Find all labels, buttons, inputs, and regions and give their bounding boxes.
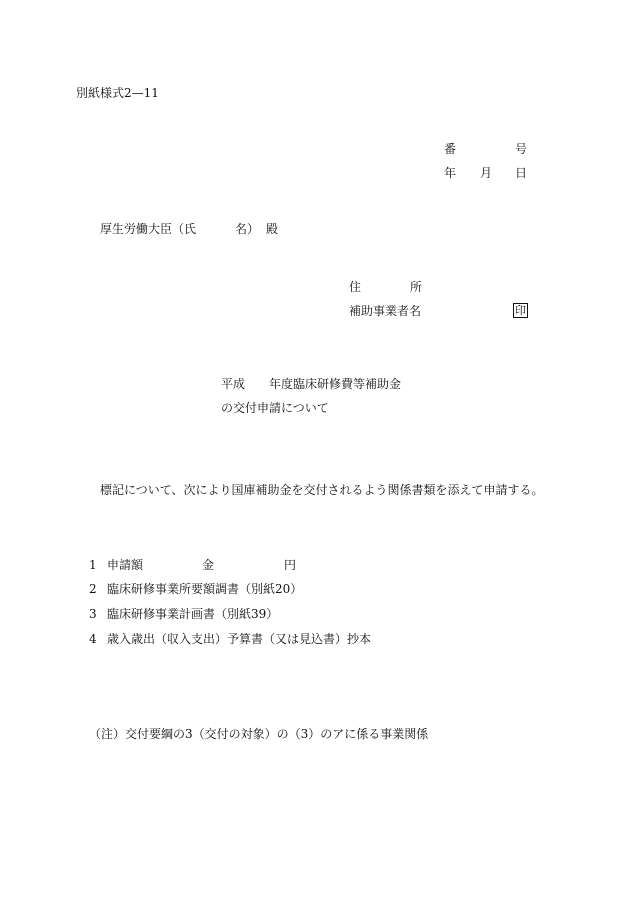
item-1-label: 申請額 — [107, 558, 144, 572]
item-2-number: 2 — [89, 582, 97, 596]
item-4-number: 4 — [89, 632, 97, 646]
addressee-prefix: 厚生労働大臣（氏 — [100, 222, 197, 236]
addressee-name-suffix: 名） — [235, 222, 260, 236]
address-label-1: 住 — [349, 280, 362, 294]
form-number: 別紙様式2—11 — [76, 86, 159, 100]
date-year-label: 年 — [444, 166, 457, 180]
item-1-number: 1 — [89, 558, 97, 572]
number-label-ban: 番 — [444, 142, 457, 156]
title-line-2: の交付申請について — [221, 401, 329, 415]
item-1-kin: 金 — [202, 558, 215, 572]
item-2-label: 臨床研修事業所要額調書（別紙20） — [107, 582, 303, 596]
item-3-label: 臨床研修事業計画書（別紙39） — [107, 607, 279, 621]
item-3-number: 3 — [89, 607, 97, 621]
seal-mark — [513, 303, 528, 318]
date-month-label: 月 — [480, 166, 493, 180]
seal-text: 印 — [515, 304, 526, 317]
date-day-label: 日 — [515, 166, 528, 180]
note-text: 交付要綱の3（交付の対象）の（3）のアに係る事業関係 — [125, 727, 429, 741]
number-label-go: 号 — [515, 142, 528, 156]
address-label-2: 所 — [410, 280, 423, 294]
note-label: （注） — [89, 727, 126, 741]
body-text: 標記について、次により国庫補助金を交付されるよう関係書類を添えて申請する。 — [100, 483, 544, 497]
item-4-label: 歳入歳出（収入支出）予算書（又は見込書）抄本 — [107, 632, 372, 646]
title-line-1: 年度臨床研修費等補助金 — [269, 377, 402, 391]
title-era: 平成 — [221, 377, 246, 391]
addressee-honorific: 殿 — [266, 222, 279, 236]
applicant-name-label: 補助事業者名 — [349, 304, 422, 318]
item-1-yen: 円 — [284, 558, 297, 572]
